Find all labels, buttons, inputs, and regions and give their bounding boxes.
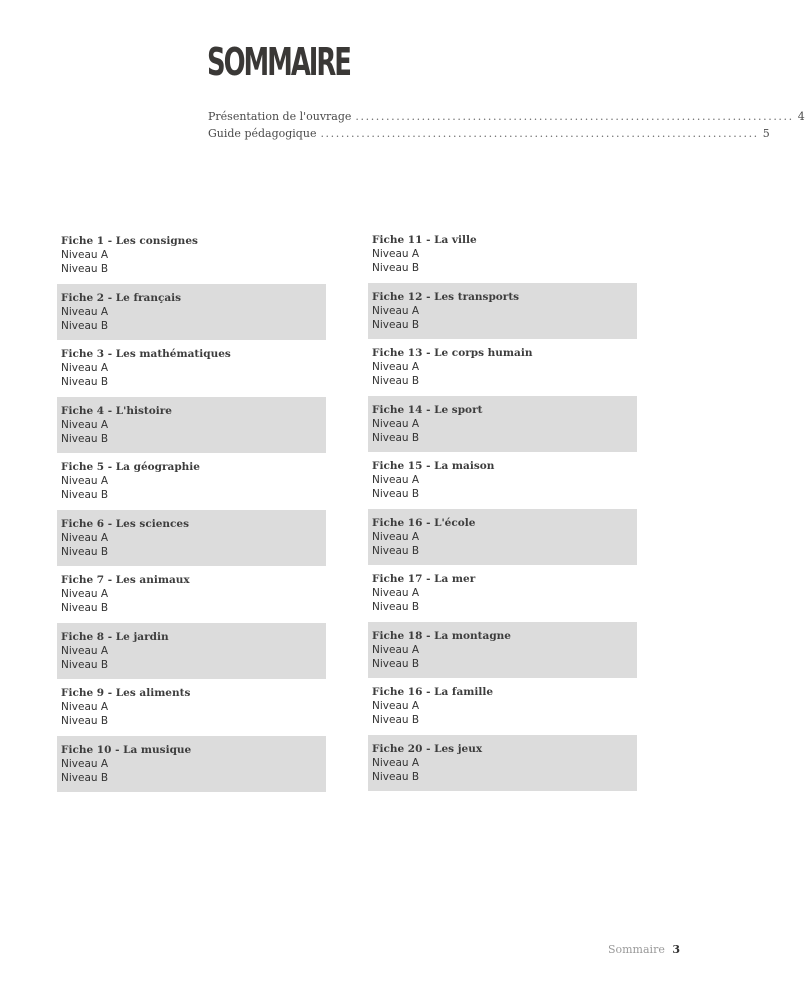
fiche-title: Fiche 13 - Le corps humain <box>372 347 533 359</box>
niveau-a-link[interactable]: Niveau A <box>61 588 109 600</box>
intro-item-presentation[interactable] <box>208 110 805 127</box>
toc-entry[interactable] <box>368 226 637 283</box>
niveau-b-link[interactable]: Niveau B <box>61 319 109 332</box>
niveau-a-link[interactable]: Niveau A <box>372 700 420 712</box>
toc-left-column <box>57 227 326 792</box>
fiche-title: Fiche 8 - Le jardin <box>61 630 169 643</box>
toc-entry[interactable] <box>57 510 326 567</box>
fiche-title: Fiche 20 - Les jeux <box>372 742 483 755</box>
niveau-a-link[interactable]: Niveau A <box>61 531 109 544</box>
fiche-title: Fiche 11 - La ville <box>372 234 477 246</box>
intro-item-label: Guide pédagogique <box>208 127 317 140</box>
dot-leader: ...................................................................................... <box>320 127 759 140</box>
intro-item-guide[interactable] <box>208 127 770 144</box>
toc-entry[interactable] <box>57 453 326 510</box>
toc-entry[interactable] <box>368 565 637 622</box>
toc-entry[interactable] <box>57 736 326 793</box>
niveau-a-link[interactable]: Niveau A <box>372 643 420 656</box>
niveau-a-link[interactable]: Niveau A <box>372 756 420 769</box>
niveau-b-link[interactable]: Niveau B <box>61 263 109 275</box>
niveau-a-link[interactable]: Niveau A <box>372 587 420 599</box>
toc-entry[interactable] <box>57 566 326 623</box>
dot-leader: ...................................................................................... <box>355 110 794 123</box>
fiche-title: Fiche 16 - La famille <box>372 686 494 698</box>
niveau-b-link[interactable]: Niveau B <box>61 489 109 501</box>
fiche-title: Fiche 2 - Le français <box>61 291 182 304</box>
toc-entry[interactable] <box>368 509 637 566</box>
niveau-a-link[interactable]: Niveau A <box>372 248 420 260</box>
niveau-b-link[interactable]: Niveau B <box>61 658 109 671</box>
niveau-b-link[interactable]: Niveau B <box>61 715 109 727</box>
toc-entry[interactable] <box>368 396 637 453</box>
niveau-b-link[interactable]: Niveau B <box>372 431 420 444</box>
niveau-b-link[interactable]: Niveau B <box>61 376 109 388</box>
fiche-title: Fiche 9 - Les aliments <box>61 687 191 699</box>
niveau-b-link[interactable]: Niveau B <box>372 488 420 500</box>
niveau-a-link[interactable]: Niveau A <box>61 362 109 374</box>
niveau-b-link[interactable]: Niveau B <box>372 770 420 783</box>
niveau-b-link[interactable]: Niveau B <box>372 318 420 331</box>
page-title: SOMMAIRE <box>207 40 350 84</box>
niveau-a-link[interactable]: Niveau A <box>61 644 109 657</box>
toc-entry[interactable] <box>368 622 637 679</box>
niveau-b-link[interactable]: Niveau B <box>61 545 109 558</box>
toc-entry[interactable] <box>368 735 637 792</box>
fiche-title: Fiche 17 - La mer <box>372 573 476 585</box>
fiche-title: Fiche 7 - Les animaux <box>61 574 190 586</box>
fiche-title: Fiche 1 - Les consignes <box>61 235 198 247</box>
page-footer <box>608 943 680 956</box>
niveau-b-link[interactable]: Niveau B <box>61 602 109 614</box>
niveau-b-link[interactable]: Niveau B <box>61 771 109 784</box>
toc-entry[interactable] <box>57 227 326 284</box>
niveau-a-link[interactable]: Niveau A <box>61 418 109 431</box>
niveau-a-link[interactable]: Niveau A <box>61 475 109 487</box>
intro-item-page: 4 <box>797 110 805 123</box>
footer-label: Sommaire <box>607 943 665 956</box>
toc-entry[interactable] <box>368 678 637 735</box>
page-number: 3 <box>672 943 680 956</box>
toc-entry[interactable] <box>368 452 637 509</box>
niveau-a-link[interactable]: Niveau A <box>61 249 109 261</box>
toc-entry[interactable] <box>368 339 637 396</box>
fiche-title: Fiche 6 - Les sciences <box>61 517 190 530</box>
toc-entry[interactable] <box>57 284 326 341</box>
niveau-b-link[interactable]: Niveau B <box>61 432 109 445</box>
fiche-title: Fiche 16 - L'école <box>372 516 476 529</box>
niveau-a-link[interactable]: Niveau A <box>61 305 109 318</box>
niveau-b-link[interactable]: Niveau B <box>372 375 420 387</box>
fiche-title: Fiche 10 - La musique <box>61 743 192 756</box>
toc-right-column <box>368 226 637 791</box>
fiche-title: Fiche 14 - Le sport <box>372 403 483 416</box>
niveau-a-link[interactable]: Niveau A <box>372 530 420 543</box>
niveau-a-link[interactable]: Niveau A <box>372 304 420 317</box>
niveau-a-link[interactable]: Niveau A <box>61 757 109 770</box>
toc-entry[interactable] <box>57 679 326 736</box>
fiche-title: Fiche 12 - Les transports <box>372 290 520 303</box>
niveau-b-link[interactable]: Niveau B <box>372 544 420 557</box>
fiche-title: Fiche 4 - L'histoire <box>61 404 172 417</box>
niveau-a-link[interactable]: Niveau A <box>372 361 420 373</box>
niveau-b-link[interactable]: Niveau B <box>372 657 420 670</box>
intro-item-page: 5 <box>762 127 770 140</box>
fiche-title: Fiche 15 - La maison <box>372 460 495 472</box>
niveau-a-link[interactable]: Niveau A <box>372 417 420 430</box>
niveau-a-link[interactable]: Niveau A <box>61 701 109 713</box>
niveau-a-link[interactable]: Niveau A <box>372 474 420 486</box>
fiche-title: Fiche 18 - La montagne <box>372 629 511 642</box>
niveau-b-link[interactable]: Niveau B <box>372 714 420 726</box>
toc-entry[interactable] <box>57 623 326 680</box>
toc-entry[interactable] <box>57 340 326 397</box>
toc-entry[interactable] <box>57 397 326 454</box>
niveau-b-link[interactable]: Niveau B <box>372 601 420 613</box>
intro-item-label: Présentation de l'ouvrage <box>208 110 352 123</box>
niveau-b-link[interactable]: Niveau B <box>372 262 420 274</box>
fiche-title: Fiche 5 - La géographie <box>61 461 200 473</box>
fiche-title: Fiche 3 - Les mathématiques <box>61 348 231 360</box>
intro-list <box>208 110 805 144</box>
toc-entry[interactable] <box>368 283 637 340</box>
